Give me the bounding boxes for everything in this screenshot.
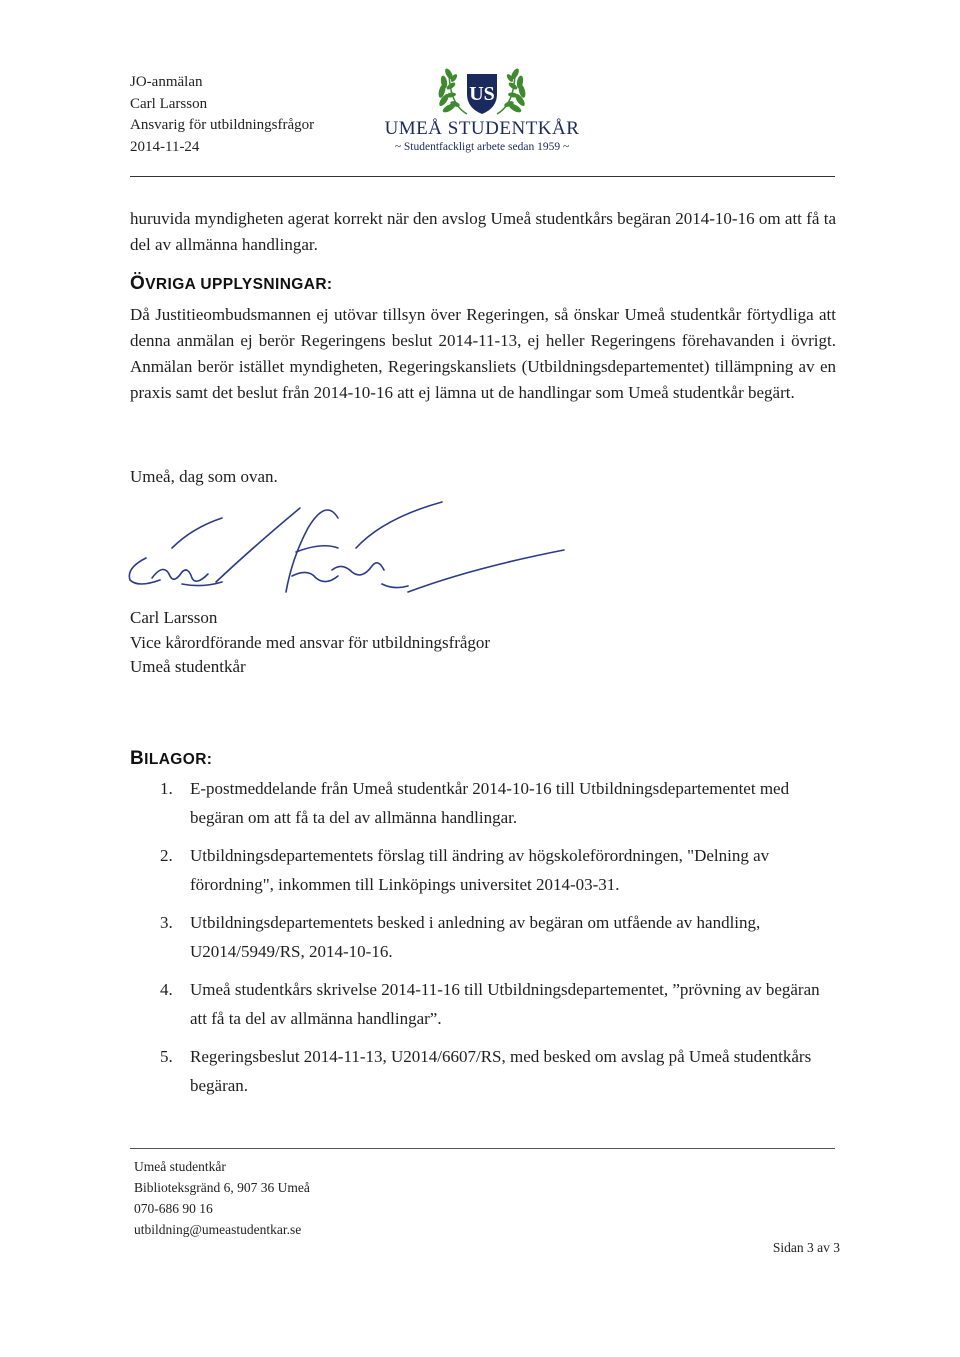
footer-org: Umeå studentkår (134, 1159, 226, 1174)
footer-email: utbildning@umeastudentkar.se (134, 1222, 302, 1237)
footer-divider (130, 1148, 835, 1149)
signer-name: Carl Larsson (130, 608, 218, 627)
signer-title: Vice kårordförande med ansvar för utbildningsfrågor (130, 632, 491, 652)
footer-phone: 070-686 90 16 (134, 1201, 213, 1216)
laurel-emblem-icon (427, 64, 537, 118)
org-tagline: ~ Studentfackligt arbete sedan 1959 ~ (394, 141, 570, 153)
section-paragraph: Då Justitieombudsmannen ej utövar tillsyn över Regeringen, så önskar Umeå studentkår förtydliga att denna anmälan ej berör Regeringens beslut 2014-11-13, ej heller Regeringens förehavanden i övrigt. Anmälan berör istället myndigheten, Regeringskansliets (Utbildningsdepartementet) tillämpning av en praxis samt det beslut från 2014-10-16 att ej lämna ut de handlingar som Umeå studentkår begärt. (130, 305, 836, 402)
document-date: 2014-11-24 (130, 138, 200, 155)
list-item (150, 841, 840, 899)
list-item-number: 3. (160, 913, 173, 932)
list-item-number: 4. (160, 980, 173, 999)
org-name: UMEÅ STUDENTKÅR (384, 118, 580, 139)
heading-initial: B (130, 748, 145, 769)
footer-contact (134, 1156, 310, 1240)
svg-text:US: US (469, 83, 495, 105)
list-item-text: Utbildningsdepartementets förslag till ändring av högskoleförordningen, "Delning av förordning", inkommen till Linköpings universitet 2014-03-31. (190, 846, 770, 894)
signer-block (130, 606, 490, 680)
list-item (150, 975, 840, 1033)
header-divider (130, 176, 835, 177)
list-item (150, 908, 840, 966)
footer-address: Biblioteksgränd 6, 907 36 Umeå (134, 1180, 310, 1195)
author-name: Carl Larsson (130, 95, 208, 112)
heading-initial: Ö (130, 273, 146, 294)
handwritten-signature (112, 488, 582, 618)
doc-type: JO-anmälan (130, 74, 203, 90)
list-item-text: Umeå studentkårs skrivelse 2014-11-16 till Utbildningsdepartementet, ”prövning av begäran att få ta del av allmänna handlingar”. (190, 980, 820, 1028)
list-item-text: E-postmeddelande från Umeå studentkår 2014-10-16 till Utbildningsdepartementet med begäran om att få ta del av allmänna handlingar. (190, 779, 790, 827)
heading-rest: ILAGOR: (144, 751, 213, 768)
author-role: Ansvarig för utbildningsfrågor (130, 117, 315, 133)
list-item-number: 2. (160, 846, 173, 865)
list-item-text: Utbildningsdepartementets besked i anledning av begäran om utfående av handling, U2014/5949/RS, 2014-10-16. (190, 913, 761, 961)
signer-organization: Umeå studentkår (130, 657, 246, 676)
attachments-heading (130, 748, 212, 770)
heading-rest: VRIGA UPPLYSNINGAR: (145, 276, 333, 293)
section-heading-ovriga (130, 273, 333, 295)
org-logo (384, 64, 580, 153)
list-item-number: 5. (160, 1047, 173, 1066)
list-item-number: 1. (160, 779, 173, 798)
closing-line: Umeå, dag som ovan. (130, 467, 278, 486)
intro-paragraph: huruvida myndigheten agerat korrekt när den avslog Umeå studentkårs begäran 2014-10-16 om att få ta del av allmänna handlingar. (130, 209, 836, 254)
list-item (150, 774, 840, 832)
list-item (150, 1042, 840, 1100)
header-meta (130, 72, 314, 158)
page-number: Sidan 3 av 3 (772, 1240, 840, 1255)
attachments-list (150, 774, 840, 1109)
list-item-text: Regeringsbeslut 2014-11-13, U2014/6607/RS, med besked om avslag på Umeå studentkårs begäran. (190, 1047, 812, 1095)
